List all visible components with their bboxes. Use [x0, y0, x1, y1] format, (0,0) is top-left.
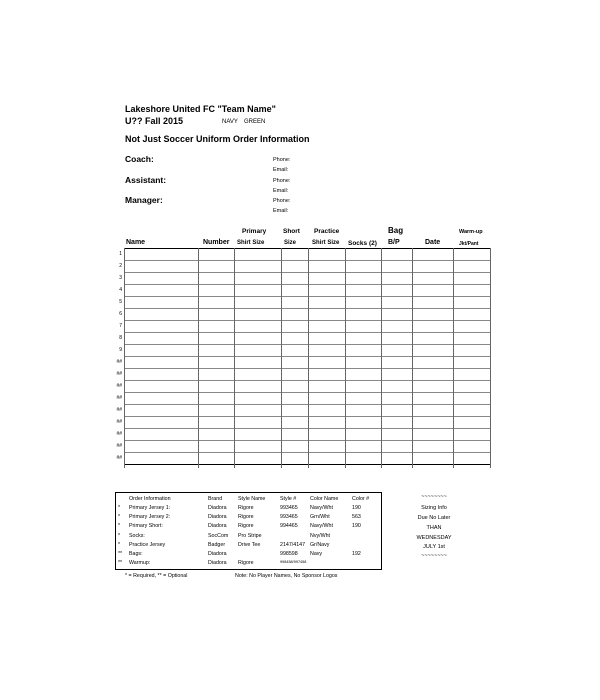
- header-short: Short: [283, 228, 300, 235]
- order-cell-brand: Diadora: [208, 505, 227, 511]
- order-cell-color-name: Grn/Wht: [310, 514, 330, 521]
- order-cell-brand: Diadora: [208, 551, 227, 557]
- order-cell-style-name: Rigore: [238, 523, 254, 530]
- row-number: ##: [116, 443, 122, 449]
- sizing-dashes-bottom: ~~~~~~~~: [421, 553, 447, 559]
- team-color-1: NAVY: [222, 119, 238, 125]
- order-cell-brand: SocCom: [208, 532, 229, 539]
- order-row-mark: *: [118, 541, 121, 548]
- row-number: ##: [116, 419, 122, 425]
- manager-label: Manager:: [125, 195, 163, 205]
- order-header-4: Color Name: [310, 496, 339, 502]
- order-cell-brand: Badger: [208, 541, 226, 548]
- column-divider: [124, 248, 125, 468]
- manager-phone-label: Phone:: [273, 198, 291, 204]
- row-number: 4: [119, 287, 122, 293]
- team-title: Lakeshore United FC "Team Name": [125, 104, 276, 114]
- order-row-mark: *: [118, 532, 121, 539]
- footer-note: Note: No Player Names, No Sponsor Logos: [235, 573, 338, 579]
- header-practice: Practice: [314, 228, 340, 235]
- row-number: 9: [119, 347, 122, 353]
- sizing-dashes-top: ~~~~~~~~: [421, 494, 447, 500]
- order-row-mark: *: [118, 514, 121, 521]
- row-number: ##: [116, 407, 122, 413]
- order-cell-style-no: 993465: [280, 514, 298, 521]
- order-header-3: Style #: [280, 496, 297, 502]
- order-row-mark: **: [118, 560, 123, 567]
- row-number: ##: [116, 395, 122, 401]
- order-cell-color-name: Navy/Wht: [310, 505, 333, 511]
- order-cell-item: Practice Jersey: [129, 541, 166, 548]
- header-primary: Primary: [242, 228, 267, 235]
- order-cell-style-name: Rigore: [238, 505, 254, 511]
- order-cell-style-name: Rigore: [238, 514, 254, 521]
- order-row-mark: *: [118, 523, 121, 530]
- row-number: ##: [116, 371, 122, 377]
- page-subtitle: Not Just Soccer Uniform Order Information: [125, 134, 310, 144]
- row-number: 5: [119, 299, 122, 305]
- row-number: ##: [116, 455, 122, 461]
- order-header-5: Color #: [352, 496, 370, 502]
- row-number: ##: [116, 359, 122, 365]
- column-divider: [234, 248, 235, 468]
- column-divider: [490, 248, 491, 468]
- sizing-info-line: Sizing Info: [421, 505, 447, 511]
- order-header-0: Order Information: [129, 496, 171, 502]
- assistant-label: Assistant:: [125, 175, 167, 185]
- order-cell-item: Primary Jersey 1:: [129, 505, 171, 511]
- column-date: Date: [425, 239, 441, 246]
- coach-phone-label: Phone:: [273, 157, 291, 163]
- sizing-than-line: THAN: [426, 525, 442, 531]
- order-cell-style-name: Drive Tee: [238, 541, 261, 548]
- column-divider: [281, 248, 282, 468]
- row-number: 1: [119, 251, 122, 257]
- row-number: 7: [119, 323, 122, 329]
- sizing-day-line: WEDNESDAY: [416, 535, 452, 541]
- order-cell-color-no: 190: [352, 505, 361, 511]
- order-cell-item: Primary Jersey 2:: [129, 514, 171, 521]
- order-cell-style-no: 998598: [280, 551, 298, 557]
- order-cell-color-name: Nvy/Wht: [310, 532, 331, 539]
- row-number: 6: [119, 311, 122, 317]
- order-cell-color-name: Navy/Wht: [310, 523, 333, 530]
- column-bag: B/P: [388, 239, 400, 246]
- order-cell-color-no: 190: [352, 523, 361, 530]
- row-number: 3: [119, 275, 122, 281]
- order-cell-style-name: Pro Stripe: [238, 532, 262, 539]
- row-number: 8: [119, 335, 122, 341]
- order-cell-style-no: 998458/997458: [280, 560, 307, 565]
- order-cell-color-name: Gr/Navy: [310, 541, 330, 548]
- team-color-2: GREEN: [244, 119, 266, 125]
- assistant-email-label: Email:: [273, 188, 289, 194]
- order-header-1: Brand: [208, 496, 223, 502]
- order-header-2: Style Name: [238, 496, 266, 502]
- row-number: ##: [116, 431, 122, 437]
- row-number: ##: [116, 383, 122, 389]
- coach-email-label: Email:: [273, 167, 289, 173]
- order-cell-item: Bags:: [129, 551, 143, 557]
- column-short-size: Size: [284, 240, 297, 246]
- header-bag: Bag: [388, 226, 404, 235]
- column-divider: [381, 248, 382, 468]
- order-cell-color-name: Navy: [310, 551, 323, 557]
- order-row-mark: **: [118, 551, 123, 557]
- footer-legend: * = Required, ** = Optional: [125, 573, 188, 579]
- order-cell-item: Primary Short:: [129, 523, 163, 530]
- column-name: Name: [126, 239, 146, 246]
- coach-label: Coach:: [125, 154, 154, 164]
- order-cell-style-no: 2147/4147: [280, 541, 306, 548]
- order-cell-style-name: Rigore: [238, 560, 254, 567]
- order-cell-color-no: 192: [352, 551, 361, 557]
- column-number: Number: [203, 239, 230, 246]
- season-title: U?? Fall 2015: [125, 116, 184, 126]
- header-warmup: Warm-up: [459, 229, 483, 235]
- order-cell-brand: Diadora: [208, 514, 227, 521]
- column-warmup: Jkt/Pant: [459, 241, 479, 247]
- roster-table: [115, 224, 491, 468]
- column-divider: [345, 248, 346, 468]
- order-cell-color-no: 563: [352, 514, 361, 521]
- column-divider: [308, 248, 309, 468]
- sizing-due-line: Due No Later: [417, 515, 451, 521]
- column-divider: [198, 248, 199, 468]
- order-cell-style-no: 994465: [280, 523, 298, 530]
- column-practice-shirt-size: Shirt Size: [312, 240, 340, 246]
- assistant-phone-label: Phone:: [273, 178, 291, 184]
- column-divider: [412, 248, 413, 468]
- order-cell-brand: Diadora: [208, 523, 227, 530]
- order-information-box: [115, 492, 382, 570]
- order-cell-brand: Diadora: [208, 560, 227, 567]
- order-cell-item: Warmup:: [129, 560, 151, 567]
- column-divider: [453, 248, 454, 468]
- sizing-date-line: JULY 1st: [423, 544, 445, 550]
- row-number: 2: [119, 263, 122, 269]
- column-socks: Socks (2): [348, 240, 377, 247]
- column-shirt-size: Shirt Size: [237, 240, 265, 246]
- manager-email-label: Email:: [273, 208, 289, 214]
- order-cell-item: Socks:: [129, 532, 145, 539]
- order-row-mark: *: [118, 505, 121, 511]
- order-cell-style-no: 993465: [280, 505, 298, 511]
